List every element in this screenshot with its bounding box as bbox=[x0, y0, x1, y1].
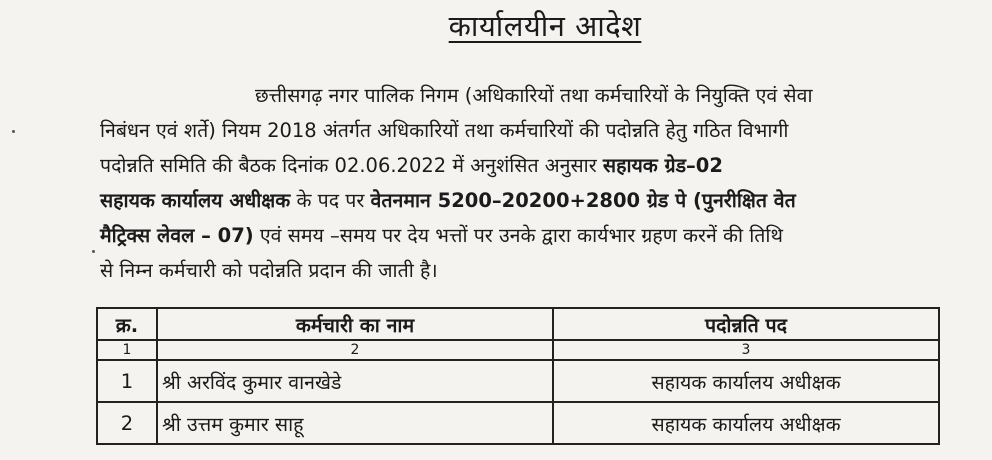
index-cell: 2 bbox=[157, 340, 553, 360]
stray-mark bbox=[92, 250, 95, 253]
serial-cell: 1 bbox=[97, 360, 157, 402]
index-cell: 3 bbox=[553, 340, 939, 360]
promotion-table bbox=[96, 307, 940, 445]
paragraph-text: के पद पर bbox=[290, 189, 371, 212]
paragraph-line: निबंधन एवं शर्ते) नियम 2018 अंतर्गत अधिकारियों तथा कर्मचारियों की पदोन्नति हेतु गठित विभागी bbox=[100, 119, 789, 142]
paragraph-line bbox=[100, 183, 992, 218]
table-row bbox=[97, 402, 939, 444]
paragraph-text: पदोन्नति समिति की बैठक दिनांक 02.06.2022 में अनुशंसित अनुसार bbox=[100, 154, 603, 177]
paragraph-line bbox=[100, 148, 992, 183]
table-header-row bbox=[97, 308, 939, 340]
order-title bbox=[0, 6, 992, 45]
name-cell: श्री अरविंद कुमार वानखेडे bbox=[157, 360, 553, 402]
stray-mark bbox=[12, 130, 15, 133]
post-cell: सहायक कार्यालय अधीक्षक bbox=[553, 360, 939, 402]
name-cell: श्री उत्तम कुमार साहू bbox=[157, 402, 553, 444]
header-employee-name: कर्मचारी का नाम bbox=[157, 308, 553, 340]
paragraph-line: छत्तीसगढ़ नगर पालिक निगम (अधिकारियों तथा कर्मचारियों के नियुक्ति एवं सेवा bbox=[255, 84, 813, 107]
paragraph-bold-text: सहायक ग्रेड–02 bbox=[602, 154, 723, 177]
serial-cell: 2 bbox=[97, 402, 157, 444]
order-paragraph bbox=[100, 78, 992, 288]
paragraph-line: से निम्न कर्मचारी को पदोन्नति प्रदान की जाती है। bbox=[100, 259, 438, 282]
index-cell: 1 bbox=[97, 340, 157, 360]
paragraph-line bbox=[100, 218, 992, 253]
post-cell: सहायक कार्यालय अधीक्षक bbox=[553, 402, 939, 444]
header-serial: क्र. bbox=[97, 308, 157, 340]
order-title-text: कार्यालयीन आदेश bbox=[448, 9, 642, 43]
table-row bbox=[97, 360, 939, 402]
paragraph-bold-text: सहायक कार्यालय अधीक्षक bbox=[100, 189, 291, 212]
paragraph-bold-text: मैट्रिक्स लेवल – 07) bbox=[100, 224, 254, 247]
header-promotion-post: पदोन्नति पद bbox=[553, 308, 939, 340]
paragraph-text: एवं समय –समय पर देय भत्तों पर उनके द्वारा कार्यभार ग्रहण करनें की तिथि bbox=[253, 224, 783, 247]
paragraph-bold-text: वेतनमान 5200–20200+2800 ग्रेड पे (पुनरीक्षित वेत bbox=[370, 189, 796, 212]
table-index-row bbox=[97, 340, 939, 360]
